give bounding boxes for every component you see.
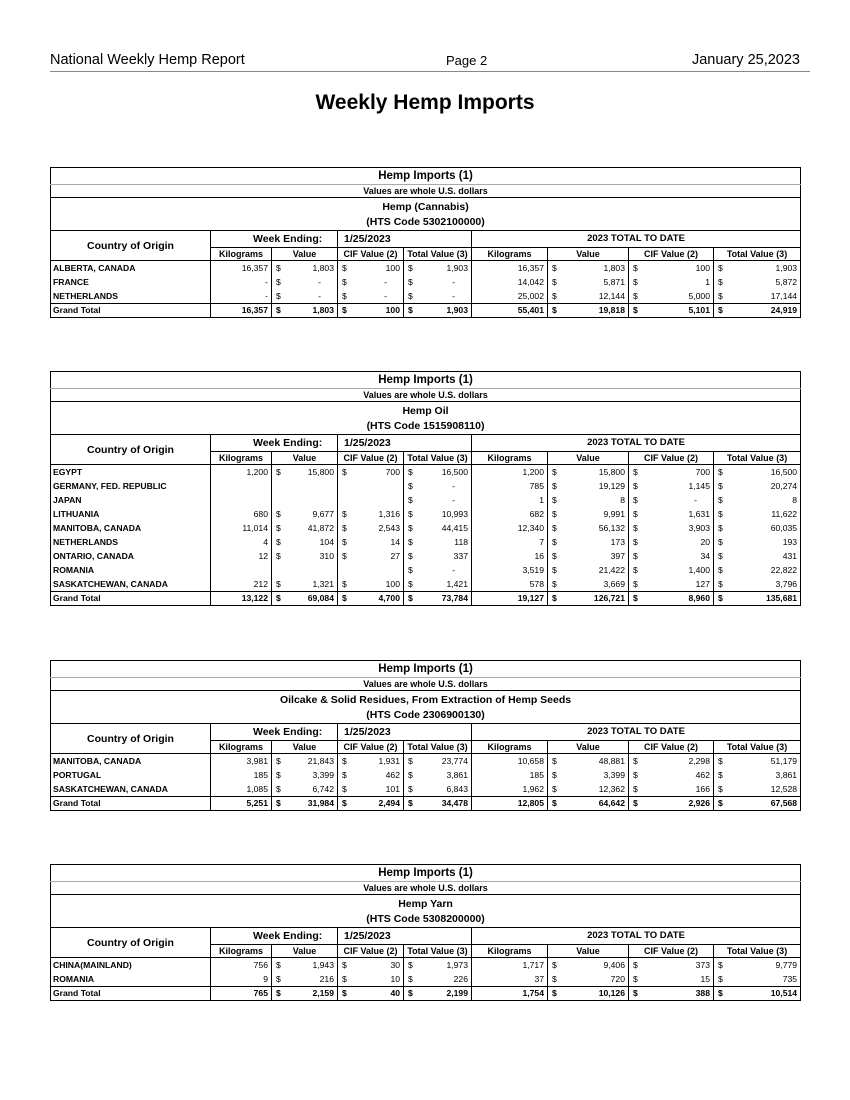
value-cell: $ 2,199 xyxy=(404,987,472,1001)
value-cell: $ 2,926 xyxy=(629,797,714,811)
value-cell: $ 1,903 xyxy=(404,304,472,318)
value-cell: $ 30 xyxy=(338,958,404,973)
value-cell: $ 388 xyxy=(629,987,714,1001)
column-header: Kilograms xyxy=(472,248,548,261)
hts-code: (HTS Code 5308200000) xyxy=(51,911,801,928)
week-ending-label: Week Ending: xyxy=(211,724,338,741)
table-row xyxy=(51,521,801,535)
column-header: CIF Value (2) xyxy=(338,945,404,958)
value-cell: $ 8,960 xyxy=(629,592,714,606)
value-cell: $ 15,800 xyxy=(272,465,338,480)
value-cell: $ 2,298 xyxy=(629,754,714,769)
value-cell: $ 9,779 xyxy=(714,958,801,973)
value-cell: $ 5,872 xyxy=(714,275,801,289)
value-cell: $ 9,406 xyxy=(548,958,629,973)
value-cell: $ - xyxy=(272,289,338,304)
value-cell: $ 100 xyxy=(338,304,404,318)
value-cell: $ 3,399 xyxy=(272,768,338,782)
value-cell xyxy=(272,563,338,577)
value-cell: 14,042 xyxy=(472,275,548,289)
page-number: Page 2 xyxy=(446,53,488,68)
value-cell: 212 xyxy=(211,577,272,592)
country-cell: MANITOBA, CANADA xyxy=(51,754,211,769)
value-cell: 1,200 xyxy=(472,465,548,480)
value-cell: $ 1,400 xyxy=(629,563,714,577)
value-cell: $ 44,415 xyxy=(404,521,472,535)
value-cell: - xyxy=(211,289,272,304)
value-cell: $ 14 xyxy=(338,535,404,549)
value-cell: 1,085 xyxy=(211,782,272,797)
value-cell: 12 xyxy=(211,549,272,563)
country-header: Country of Origin xyxy=(51,724,211,754)
value-cell: 4 xyxy=(211,535,272,549)
value-cell: $ 101 xyxy=(338,782,404,797)
country-cell: MANITOBA, CANADA xyxy=(51,521,211,535)
value-cell: $ 67,568 xyxy=(714,797,801,811)
value-cell: $ - xyxy=(338,275,404,289)
value-cell: $ 16,500 xyxy=(714,465,801,480)
country-cell: JAPAN xyxy=(51,493,211,507)
week-ending-date: 1/25/2023 xyxy=(338,231,472,248)
value-cell: 785 xyxy=(472,479,548,493)
column-header: Value xyxy=(272,452,338,465)
country-cell: Grand Total xyxy=(51,797,211,811)
value-cell xyxy=(338,479,404,493)
table-row xyxy=(51,549,801,563)
value-cell: $ 193 xyxy=(714,535,801,549)
column-header: CIF Value (2) xyxy=(629,945,714,958)
grand-total-row xyxy=(51,304,801,318)
report-header xyxy=(50,52,810,72)
column-header: CIF Value (2) xyxy=(338,452,404,465)
country-header: Country of Origin xyxy=(51,928,211,958)
value-cell: $ 1,145 xyxy=(629,479,714,493)
table-subtitle: Values are whole U.S. dollars xyxy=(51,185,801,198)
value-cell: $ 173 xyxy=(548,535,629,549)
week-ending-label: Week Ending: xyxy=(211,928,338,945)
value-cell: $ 431 xyxy=(714,549,801,563)
week-ending-label: Week Ending: xyxy=(211,435,338,452)
value-cell: 185 xyxy=(211,768,272,782)
value-cell: $ 17,144 xyxy=(714,289,801,304)
value-cell: 55,401 xyxy=(472,304,548,318)
column-header: Kilograms xyxy=(211,248,272,261)
page-title: Weekly Hemp Imports xyxy=(315,91,535,114)
column-header: Value xyxy=(272,248,338,261)
country-cell: CHINA(MAINLAND) xyxy=(51,958,211,973)
value-cell: 578 xyxy=(472,577,548,592)
value-cell: $ 6,843 xyxy=(404,782,472,797)
value-cell: $ 69,084 xyxy=(272,592,338,606)
value-cell: $ 104 xyxy=(272,535,338,549)
value-cell: $ 10,993 xyxy=(404,507,472,521)
value-cell: 1,717 xyxy=(472,958,548,973)
value-cell: $ 1 xyxy=(629,275,714,289)
ytd-header: 2023 TOTAL TO DATE xyxy=(472,724,801,741)
value-cell: 1 xyxy=(472,493,548,507)
value-cell: $ 1,316 xyxy=(338,507,404,521)
value-cell: 1,962 xyxy=(472,782,548,797)
country-cell: SASKATCHEWAN, CANADA xyxy=(51,782,211,797)
country-cell: FRANCE xyxy=(51,275,211,289)
column-header: Total Value (3) xyxy=(404,945,472,958)
column-header: Total Value (3) xyxy=(714,248,801,261)
value-cell: 25,002 xyxy=(472,289,548,304)
table-row xyxy=(51,782,801,797)
imports-table xyxy=(50,371,801,606)
column-header: CIF Value (2) xyxy=(629,741,714,754)
value-cell: $ 31,984 xyxy=(272,797,338,811)
country-cell: Grand Total xyxy=(51,987,211,1001)
column-header: Kilograms xyxy=(472,741,548,754)
value-cell: $ - xyxy=(272,275,338,289)
value-cell: $ 64,642 xyxy=(548,797,629,811)
value-cell: 12,340 xyxy=(472,521,548,535)
table-row xyxy=(51,563,801,577)
value-cell: $ 21,843 xyxy=(272,754,338,769)
value-cell: $ 3,903 xyxy=(629,521,714,535)
value-cell: $ 12,362 xyxy=(548,782,629,797)
value-cell: $ 21,422 xyxy=(548,563,629,577)
value-cell: $ - xyxy=(404,479,472,493)
value-cell: 1,200 xyxy=(211,465,272,480)
column-header: Value xyxy=(548,741,629,754)
value-cell: 13,122 xyxy=(211,592,272,606)
country-cell: SASKATCHEWAN, CANADA xyxy=(51,577,211,592)
value-cell: $ 10,514 xyxy=(714,987,801,1001)
table-row xyxy=(51,465,801,480)
value-cell: 3,981 xyxy=(211,754,272,769)
week-ending-label: Week Ending: xyxy=(211,231,338,248)
grand-total-row xyxy=(51,987,801,1001)
table-row xyxy=(51,754,801,769)
value-cell: $ 720 xyxy=(548,972,629,987)
value-cell: 16,357 xyxy=(211,304,272,318)
value-cell: $ 310 xyxy=(272,549,338,563)
value-cell: 7 xyxy=(472,535,548,549)
value-cell: $ 20,274 xyxy=(714,479,801,493)
table-row xyxy=(51,535,801,549)
column-header: Kilograms xyxy=(211,452,272,465)
value-cell: $ 11,622 xyxy=(714,507,801,521)
country-header: Country of Origin xyxy=(51,435,211,465)
value-cell: 5,251 xyxy=(211,797,272,811)
value-cell: 680 xyxy=(211,507,272,521)
hts-code: (HTS Code 2306900130) xyxy=(51,707,801,724)
table-title: Hemp Imports (1) xyxy=(51,865,801,882)
value-cell: $ 1,943 xyxy=(272,958,338,973)
value-cell: $ 60,035 xyxy=(714,521,801,535)
column-header: Total Value (3) xyxy=(404,741,472,754)
value-cell xyxy=(211,479,272,493)
table-title: Hemp Imports (1) xyxy=(51,661,801,678)
week-ending-date: 1/25/2023 xyxy=(338,928,472,945)
table-row xyxy=(51,275,801,289)
table-row xyxy=(51,479,801,493)
value-cell: $ 5,000 xyxy=(629,289,714,304)
value-cell: $ 3,669 xyxy=(548,577,629,592)
value-cell: $ 34,478 xyxy=(404,797,472,811)
column-header: Kilograms xyxy=(211,741,272,754)
table-subtitle: Values are whole U.S. dollars xyxy=(51,678,801,691)
value-cell: $ 700 xyxy=(338,465,404,480)
value-cell: 16,357 xyxy=(472,261,548,276)
value-cell: $ 40 xyxy=(338,987,404,1001)
value-cell: $ 3,861 xyxy=(404,768,472,782)
value-cell: 3,519 xyxy=(472,563,548,577)
value-cell: $ 127 xyxy=(629,577,714,592)
value-cell: $ 51,179 xyxy=(714,754,801,769)
table-title: Hemp Imports (1) xyxy=(51,168,801,185)
value-cell: $ 118 xyxy=(404,535,472,549)
imports-table xyxy=(50,660,801,811)
value-cell: $ 1,903 xyxy=(404,261,472,276)
value-cell: - xyxy=(211,275,272,289)
value-cell: 19,127 xyxy=(472,592,548,606)
value-cell: $ 100 xyxy=(338,261,404,276)
column-header: Value xyxy=(548,945,629,958)
country-cell: Grand Total xyxy=(51,304,211,318)
value-cell xyxy=(272,493,338,507)
value-cell: $ 462 xyxy=(338,768,404,782)
country-cell: LITHUANIA xyxy=(51,507,211,521)
country-cell: ROMANIA xyxy=(51,972,211,987)
value-cell: $ 2,543 xyxy=(338,521,404,535)
value-cell: $ 34 xyxy=(629,549,714,563)
product-name: Hemp Yarn xyxy=(51,895,801,912)
table-row xyxy=(51,507,801,521)
product-name: Oilcake & Solid Residues, From Extraction of Hemp Seeds xyxy=(51,691,801,708)
value-cell: $ 1,631 xyxy=(629,507,714,521)
value-cell: $ 48,881 xyxy=(548,754,629,769)
value-cell: 12,805 xyxy=(472,797,548,811)
column-header: Total Value (3) xyxy=(404,248,472,261)
week-ending-date: 1/25/2023 xyxy=(338,724,472,741)
value-cell: $ 1,903 xyxy=(714,261,801,276)
value-cell: $ - xyxy=(404,275,472,289)
value-cell xyxy=(338,563,404,577)
week-ending-date: 1/25/2023 xyxy=(338,435,472,452)
value-cell: $ 27 xyxy=(338,549,404,563)
value-cell xyxy=(211,493,272,507)
country-cell: Grand Total xyxy=(51,592,211,606)
value-cell: $ 1,931 xyxy=(338,754,404,769)
value-cell: $ 19,129 xyxy=(548,479,629,493)
value-cell: $ 4,700 xyxy=(338,592,404,606)
value-cell: $ 6,742 xyxy=(272,782,338,797)
column-header: Value xyxy=(272,741,338,754)
value-cell: $ 1,973 xyxy=(404,958,472,973)
value-cell: $ 8 xyxy=(548,493,629,507)
value-cell: $ 700 xyxy=(629,465,714,480)
value-cell: $ 15 xyxy=(629,972,714,987)
value-cell: $ 397 xyxy=(548,549,629,563)
value-cell: $ 1,803 xyxy=(548,261,629,276)
value-cell: $ 9,677 xyxy=(272,507,338,521)
column-header: CIF Value (2) xyxy=(338,248,404,261)
value-cell: $ 100 xyxy=(338,577,404,592)
grand-total-row xyxy=(51,592,801,606)
value-cell: $ 12,528 xyxy=(714,782,801,797)
value-cell: 765 xyxy=(211,987,272,1001)
value-cell: $ 462 xyxy=(629,768,714,782)
value-cell: 10,658 xyxy=(472,754,548,769)
table-title: Hemp Imports (1) xyxy=(51,372,801,389)
value-cell: $ 19,818 xyxy=(548,304,629,318)
value-cell: $ 15,800 xyxy=(548,465,629,480)
column-header: Total Value (3) xyxy=(404,452,472,465)
table-subtitle: Values are whole U.S. dollars xyxy=(51,389,801,402)
country-cell: NETHERLANDS xyxy=(51,289,211,304)
product-name: Hemp Oil xyxy=(51,402,801,419)
column-header: Kilograms xyxy=(211,945,272,958)
column-header: CIF Value (2) xyxy=(338,741,404,754)
value-cell xyxy=(338,493,404,507)
imports-table xyxy=(50,167,801,318)
value-cell: $ 100 xyxy=(629,261,714,276)
value-cell: 37 xyxy=(472,972,548,987)
table-row xyxy=(51,493,801,507)
value-cell: 16 xyxy=(472,549,548,563)
value-cell: $ 2,494 xyxy=(338,797,404,811)
country-cell: PORTUGAL xyxy=(51,768,211,782)
table-row xyxy=(51,261,801,276)
country-cell: GERMANY, FED. REPUBLIC xyxy=(51,479,211,493)
value-cell: $ 10,126 xyxy=(548,987,629,1001)
country-cell: ROMANIA xyxy=(51,563,211,577)
column-header: Value xyxy=(548,452,629,465)
value-cell: $ 1,421 xyxy=(404,577,472,592)
column-header: Kilograms xyxy=(472,452,548,465)
table-row xyxy=(51,289,801,304)
table-row xyxy=(51,972,801,987)
value-cell: $ 8 xyxy=(714,493,801,507)
value-cell: $ - xyxy=(404,289,472,304)
value-cell: $ - xyxy=(629,493,714,507)
country-cell: ONTARIO, CANADA xyxy=(51,549,211,563)
ytd-header: 2023 TOTAL TO DATE xyxy=(472,928,801,945)
imports-table xyxy=(50,864,801,1001)
table-subtitle: Values are whole U.S. dollars xyxy=(51,882,801,895)
table-row xyxy=(51,958,801,973)
value-cell: $ 735 xyxy=(714,972,801,987)
value-cell xyxy=(211,563,272,577)
value-cell xyxy=(272,479,338,493)
value-cell: 11,014 xyxy=(211,521,272,535)
value-cell: $ 16,500 xyxy=(404,465,472,480)
value-cell: $ 56,132 xyxy=(548,521,629,535)
value-cell: 185 xyxy=(472,768,548,782)
country-cell: EGYPT xyxy=(51,465,211,480)
country-cell: ALBERTA, CANADA xyxy=(51,261,211,276)
value-cell: $ 22,822 xyxy=(714,563,801,577)
column-header: CIF Value (2) xyxy=(629,248,714,261)
ytd-header: 2023 TOTAL TO DATE xyxy=(472,231,801,248)
ytd-header: 2023 TOTAL TO DATE xyxy=(472,435,801,452)
value-cell: 1,754 xyxy=(472,987,548,1001)
value-cell: $ 23,774 xyxy=(404,754,472,769)
column-header: Kilograms xyxy=(472,945,548,958)
value-cell: $ 1,803 xyxy=(272,261,338,276)
value-cell: $ 216 xyxy=(272,972,338,987)
hts-code: (HTS Code 5302100000) xyxy=(51,214,801,231)
column-header: Total Value (3) xyxy=(714,945,801,958)
hts-code: (HTS Code 1515908110) xyxy=(51,418,801,435)
value-cell: 16,357 xyxy=(211,261,272,276)
value-cell: $ 226 xyxy=(404,972,472,987)
value-cell: $ 126,721 xyxy=(548,592,629,606)
value-cell: $ - xyxy=(404,563,472,577)
grand-total-row xyxy=(51,797,801,811)
country-cell: NETHERLANDS xyxy=(51,535,211,549)
value-cell: $ 20 xyxy=(629,535,714,549)
value-cell: 9 xyxy=(211,972,272,987)
value-cell: $ 9,991 xyxy=(548,507,629,521)
value-cell: $ 337 xyxy=(404,549,472,563)
report-date: January 25,2023 xyxy=(691,52,800,68)
product-name: Hemp (Cannabis) xyxy=(51,198,801,215)
value-cell: $ 135,681 xyxy=(714,592,801,606)
value-cell: $ 12,144 xyxy=(548,289,629,304)
value-cell: $ 3,399 xyxy=(548,768,629,782)
value-cell: $ 1,803 xyxy=(272,304,338,318)
value-cell: $ 1,321 xyxy=(272,577,338,592)
value-cell: $ 3,796 xyxy=(714,577,801,592)
table-row xyxy=(51,768,801,782)
value-cell: $ - xyxy=(338,289,404,304)
table-row xyxy=(51,577,801,592)
column-header: Total Value (3) xyxy=(714,741,801,754)
column-header: Value xyxy=(272,945,338,958)
value-cell: $ 373 xyxy=(629,958,714,973)
value-cell: $ 41,872 xyxy=(272,521,338,535)
value-cell: $ 73,784 xyxy=(404,592,472,606)
column-header: CIF Value (2) xyxy=(629,452,714,465)
value-cell: $ 5,871 xyxy=(548,275,629,289)
value-cell: $ 5,101 xyxy=(629,304,714,318)
report-name: National Weekly Hemp Report xyxy=(50,52,245,68)
value-cell: 682 xyxy=(472,507,548,521)
value-cell: $ - xyxy=(404,493,472,507)
column-header: Total Value (3) xyxy=(714,452,801,465)
value-cell: $ 166 xyxy=(629,782,714,797)
value-cell: 756 xyxy=(211,958,272,973)
column-header: Value xyxy=(548,248,629,261)
value-cell: $ 2,159 xyxy=(272,987,338,1001)
value-cell: $ 3,861 xyxy=(714,768,801,782)
value-cell: $ 24,919 xyxy=(714,304,801,318)
value-cell: $ 10 xyxy=(338,972,404,987)
country-header: Country of Origin xyxy=(51,231,211,261)
